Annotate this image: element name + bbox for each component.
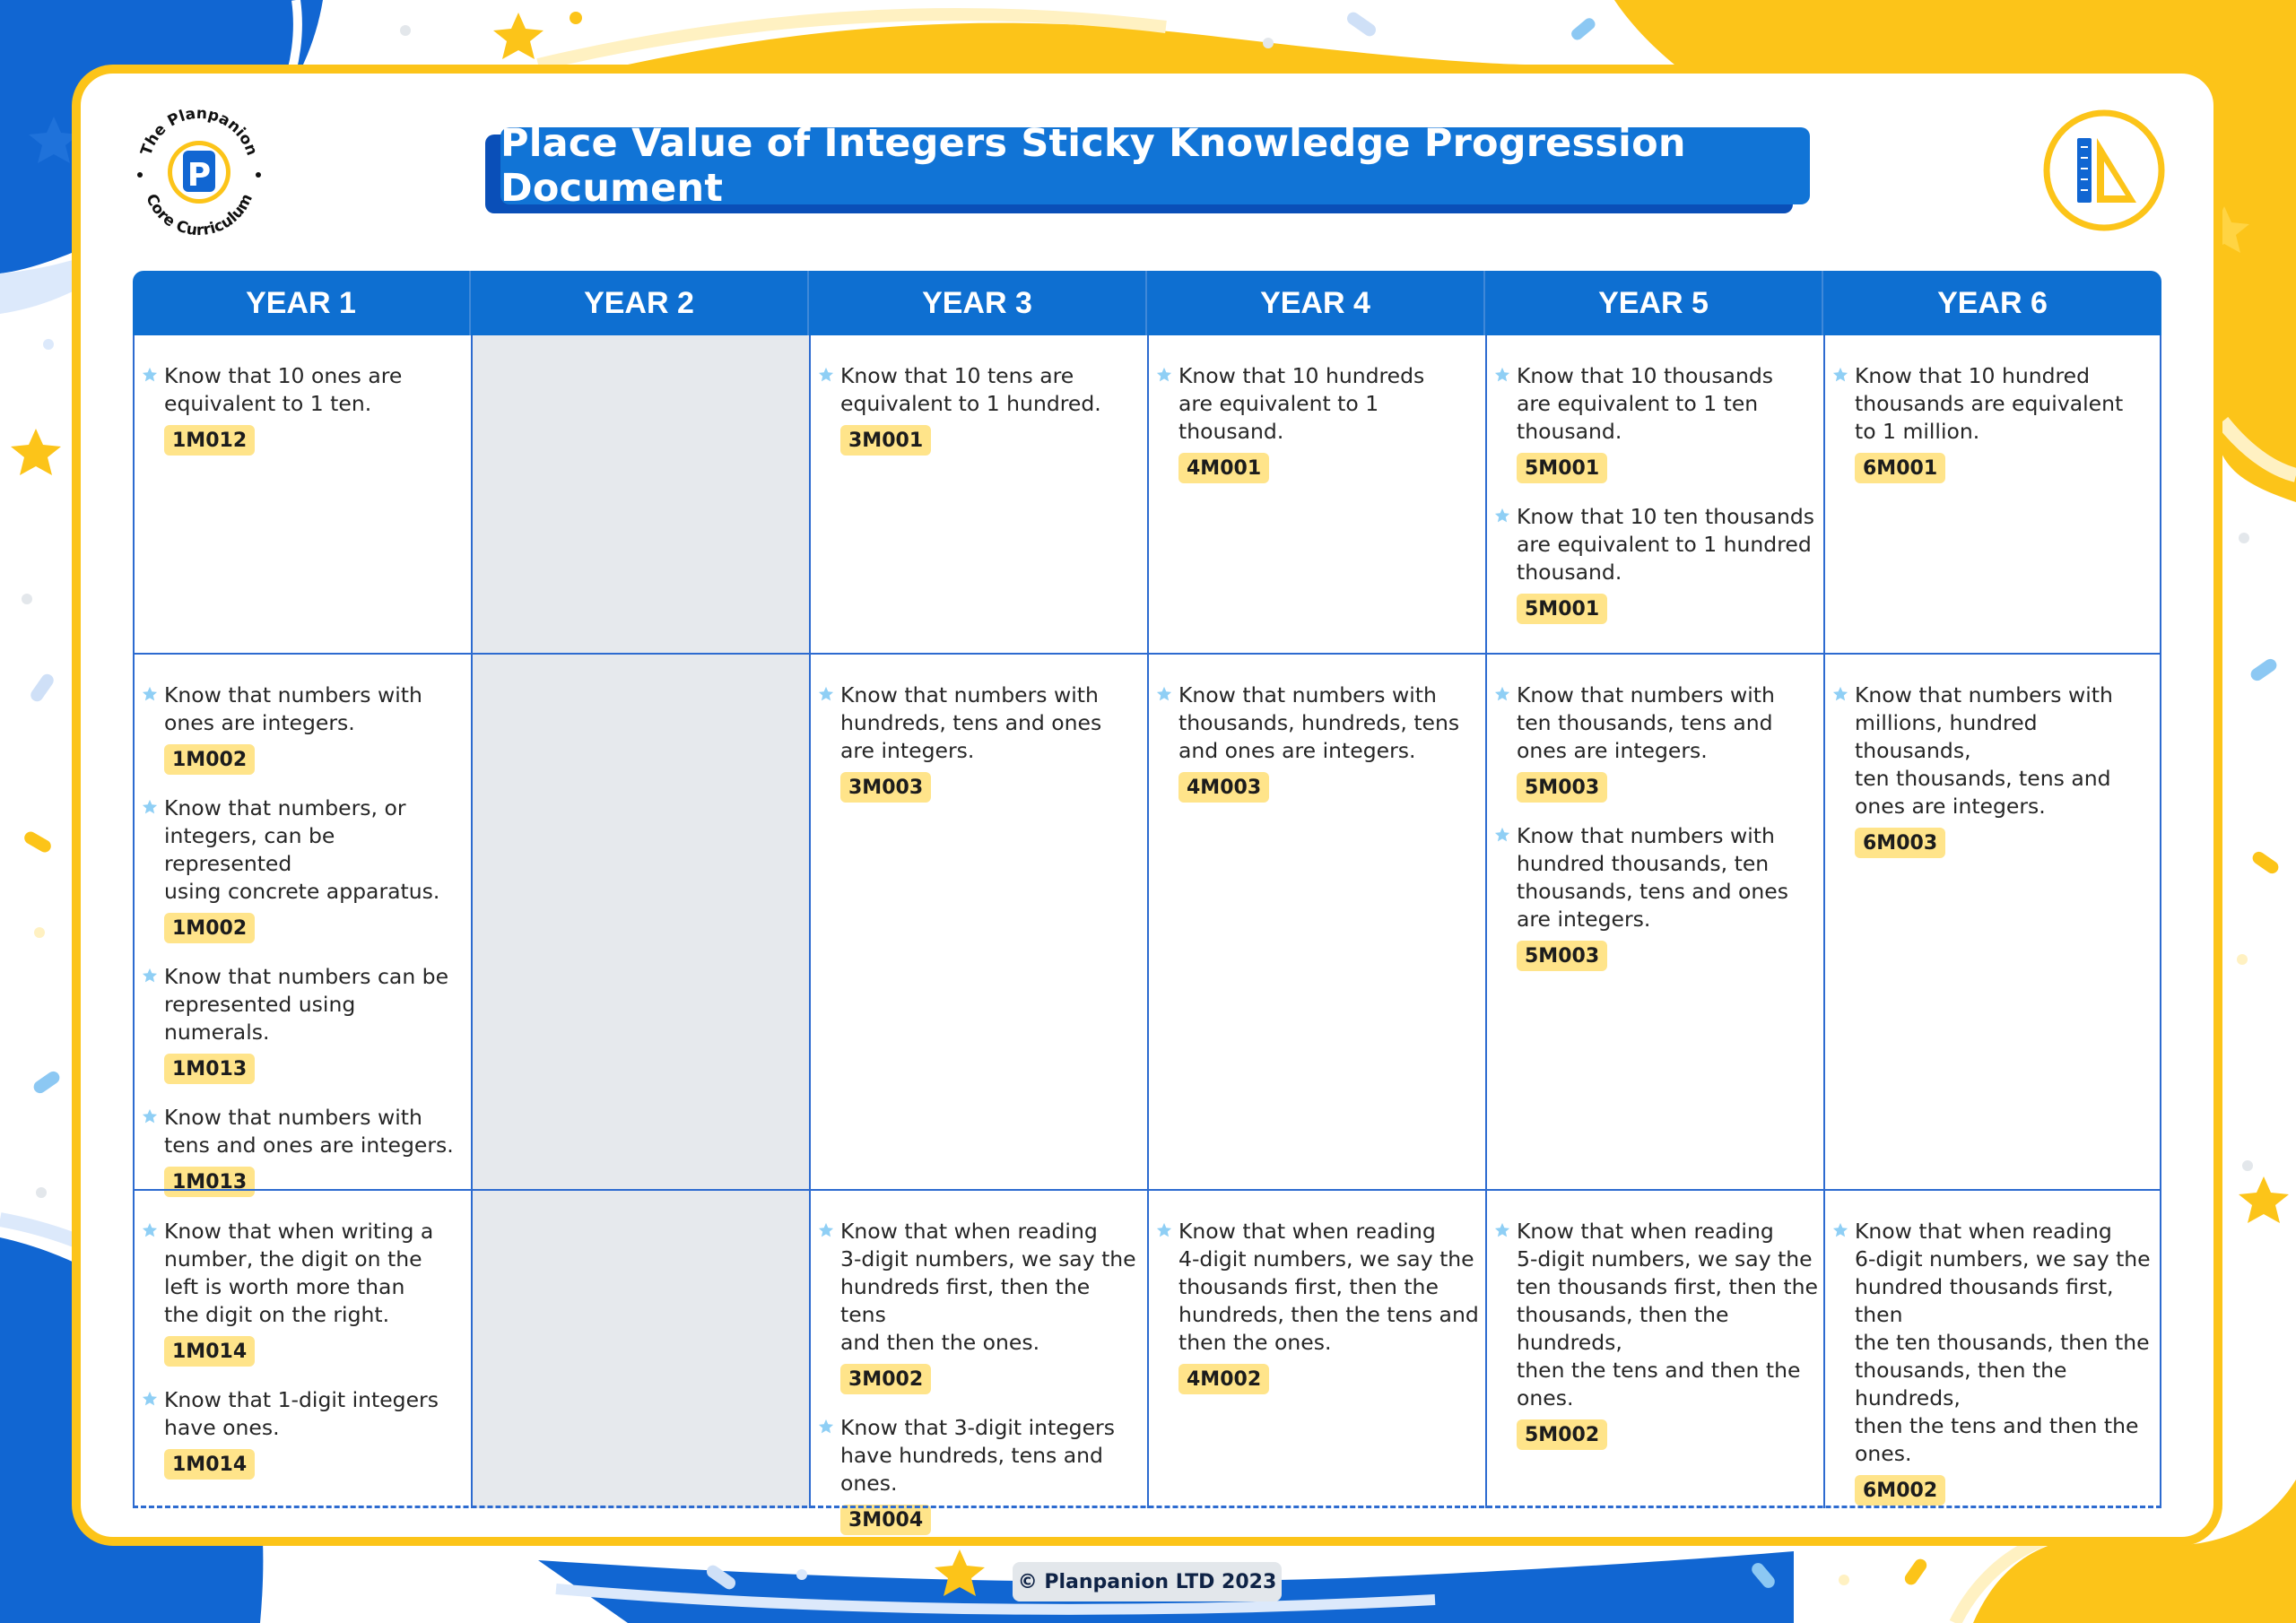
objective-code-badge: 4M002 [1178, 1364, 1269, 1394]
column-header-year-3: YEAR 3 [809, 271, 1147, 335]
cell-year-2 [471, 1191, 809, 1508]
page-title: Place Value of Integers Sticky Knowledge Progression Document [500, 127, 1810, 204]
table-body [133, 335, 2161, 1623]
knowledge-text: Know that numbers with thousands, hundreds, tens and ones are integers. [1178, 682, 1460, 763]
objective-code-badge: 1M013 [164, 1054, 255, 1084]
knowledge-text: Know that numbers with tens and ones are integers. [164, 1105, 454, 1158]
ruler-set-square-icon [2041, 108, 2167, 233]
table-row [133, 653, 2161, 1193]
star-bullet-icon [1832, 367, 1848, 383]
knowledge-item [142, 963, 465, 1084]
cell-year-3 [809, 1191, 1147, 1532]
objective-code-badge: 6M001 [1855, 453, 1945, 483]
star-bullet-icon [1494, 1222, 1510, 1238]
star-bullet-icon [1156, 686, 1172, 702]
star-bullet-icon [1156, 367, 1172, 383]
star-bullet-icon [1156, 1222, 1172, 1238]
column-header-year-1: YEAR 1 [133, 271, 471, 335]
star-bullet-icon [818, 1419, 834, 1435]
objective-code-badge: 5M002 [1517, 1419, 1607, 1450]
objective-code-badge: 1M013 [164, 1167, 255, 1197]
cell-year-6 [1823, 335, 2161, 653]
star-bullet-icon [1494, 686, 1510, 702]
objective-code-badge: 5M003 [1517, 941, 1607, 971]
star-bullet-icon [142, 367, 158, 383]
cell-year-2 [471, 655, 809, 1189]
copyright-footer: © Planpanion LTD 2023 [1013, 1562, 1282, 1601]
knowledge-item [1156, 362, 1480, 483]
knowledge-text: Know that numbers with hundred thousands, ten thousands, tens and ones are integers. [1517, 823, 1788, 932]
knowledge-item [818, 362, 1142, 456]
objective-code-badge: 3M001 [840, 425, 931, 456]
table-bottom-dashed-border [133, 1506, 2161, 1508]
objective-code-badge: 1M002 [164, 744, 255, 775]
knowledge-item [818, 1414, 1142, 1535]
star-bullet-icon [142, 1391, 158, 1407]
knowledge-text: Know that numbers with ten thousands, tens and ones are integers. [1517, 682, 1775, 763]
star-bullet-icon [818, 367, 834, 383]
knowledge-item [818, 681, 1142, 803]
star-bullet-icon [142, 1108, 158, 1124]
objective-code-badge: 5M001 [1517, 594, 1607, 624]
planpanion-logo [131, 100, 267, 244]
objective-code-badge: 5M001 [1517, 453, 1607, 483]
cell-year-5 [1485, 655, 1823, 1189]
knowledge-item [142, 362, 465, 456]
objective-code-badge: 1M014 [164, 1336, 255, 1367]
objective-code-badge: 3M003 [840, 772, 931, 803]
star-bullet-icon [1832, 1222, 1848, 1238]
star-bullet-icon [818, 686, 834, 702]
knowledge-text: Know that when reading 4-digit numbers, we say the thousands first, then the hundreds, then the tens and then the ones. [1178, 1219, 1479, 1355]
star-decoration [493, 13, 544, 59]
knowledge-item [142, 1218, 465, 1367]
star-bullet-icon [142, 799, 158, 815]
star-bullet-icon [1832, 686, 1848, 702]
knowledge-item [1494, 681, 1818, 803]
star-bullet-icon [142, 686, 158, 702]
cell-year-4 [1147, 335, 1485, 653]
objective-code-badge: 3M004 [840, 1505, 931, 1535]
knowledge-text: Know that numbers with millions, hundred thousands, ten thousands, tens and ones are integers. [1855, 682, 2113, 819]
cell-year-5 [1485, 335, 1823, 653]
cell-year-5 [1485, 1191, 1823, 1508]
objective-code-badge: 1M012 [164, 425, 255, 456]
star-bullet-icon [818, 1222, 834, 1238]
star-bullet-icon [142, 1222, 158, 1238]
objective-code-badge: 3M002 [840, 1364, 931, 1394]
knowledge-text: Know that numbers with hundreds, tens and ones are integers. [840, 682, 1102, 763]
star-bullet-icon [1494, 367, 1510, 383]
knowledge-item [142, 681, 465, 775]
knowledge-item [142, 794, 465, 943]
knowledge-item [1156, 1218, 1480, 1394]
knowledge-text: Know that 10 ones are equivalent to 1 ten. [164, 363, 403, 416]
objective-code-badge: 6M003 [1855, 828, 1945, 858]
knowledge-text: Know that 10 hundreds are equivalent to 1 thousand. [1178, 363, 1425, 444]
knowledge-item [1832, 681, 2154, 858]
objective-code-badge: 4M001 [1178, 453, 1269, 483]
knowledge-item [1832, 362, 2154, 483]
knowledge-text: Know that 10 hundred thousands are equivalent to 1 million. [1855, 363, 2124, 444]
table-row [133, 335, 2161, 653]
knowledge-item [1494, 1218, 1818, 1450]
knowledge-text: Know that numbers with ones are integers. [164, 682, 422, 735]
knowledge-item [1494, 362, 1818, 483]
column-header-year-5: YEAR 5 [1485, 271, 1823, 335]
objective-code-badge: 5M003 [1517, 772, 1607, 803]
star-bullet-icon [142, 968, 158, 984]
cell-year-4 [1147, 655, 1485, 1189]
progression-table [133, 271, 2161, 1532]
column-header-year-4: YEAR 4 [1147, 271, 1485, 335]
column-header-year-6: YEAR 6 [1937, 285, 2048, 320]
star-bullet-icon [1494, 827, 1510, 843]
cell-year-4 [1147, 1191, 1485, 1508]
knowledge-item [818, 1218, 1142, 1394]
table-header-row [133, 271, 2161, 335]
cell-year-6 [1823, 655, 2161, 1189]
logo-text-bottom: Core Curriculum [142, 190, 257, 240]
knowledge-item [142, 1104, 465, 1197]
knowledge-item [142, 1386, 465, 1480]
cell-year-1 [133, 655, 471, 1193]
objective-code-badge: 4M003 [1178, 772, 1269, 803]
objective-code-badge: 1M002 [164, 913, 255, 943]
knowledge-text: Know that 10 ten thousands are equivalent to 1 hundred thousand. [1517, 504, 1815, 585]
cell-year-3 [809, 655, 1147, 1189]
knowledge-text: Know that 10 thousands are equivalent to 1 ten thousand. [1517, 363, 1774, 444]
knowledge-text: Know that when reading 6-digit numbers, we say the hundred thousands first, then the ten thousands, then the thousands, then the hundreds, then the tens and then the ones. [1855, 1219, 2151, 1466]
cell-year-2 [471, 335, 809, 653]
column-header-year-2: YEAR 2 [471, 271, 809, 335]
star-bullet-icon [1494, 508, 1510, 524]
knowledge-item [1832, 1218, 2154, 1506]
cell-year-1 [133, 335, 471, 653]
objective-code-badge: 6M002 [1855, 1475, 1945, 1506]
knowledge-text: Know that 3-digit integers have hundreds, tens and ones. [840, 1415, 1115, 1496]
objective-code-badge: 1M014 [164, 1449, 255, 1480]
cell-year-1 [133, 1191, 471, 1508]
logo-letter: P [187, 157, 212, 194]
knowledge-text: Know that when reading 5-digit numbers, we say the ten thousands first, then the thousands, then the hundreds, then the tens and then the ones. [1517, 1219, 1818, 1410]
table-row [133, 1189, 2161, 1532]
knowledge-item [1494, 503, 1818, 624]
knowledge-text: Know that numbers, or integers, can be represented using concrete apparatus. [164, 795, 440, 904]
knowledge-text: Know that when reading 3-digit numbers, we say the hundreds first, then the tens and then the ones. [840, 1219, 1136, 1355]
knowledge-item [1494, 822, 1818, 971]
knowledge-item [1156, 681, 1480, 803]
knowledge-text: Know that numbers can be represented using numerals. [164, 964, 449, 1045]
knowledge-text: Know that 1-digit integers have ones. [164, 1387, 439, 1440]
knowledge-text: Know that 10 tens are equivalent to 1 hundred. [840, 363, 1101, 416]
knowledge-text: Know that when writing a number, the digit on the left is worth more than the digit on the right. [164, 1219, 434, 1327]
logo-text-top: The Planpanion [137, 104, 261, 159]
cell-year-3 [809, 335, 1147, 653]
cell-year-6 [1823, 1191, 2161, 1508]
